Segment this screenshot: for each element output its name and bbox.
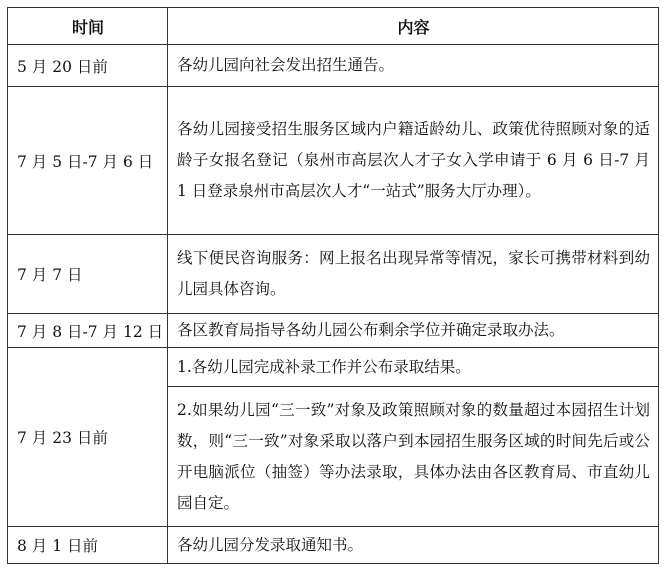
- content-cell: 各幼儿园向社会发出招生通告。: [168, 45, 659, 87]
- time-cell: 7 月 23 日前: [8, 348, 168, 527]
- table-header-row: [8, 8, 659, 45]
- column-header-content: 内容: [168, 8, 659, 45]
- table-row: [8, 314, 659, 348]
- table-row: [8, 45, 659, 87]
- enrollment-schedule-table: [7, 7, 659, 564]
- content-cell: 各幼儿园分发录取通知书。: [168, 527, 659, 564]
- content-cell: 各幼儿园接受招生服务区域内户籍适龄幼儿、政策优待照顾对象的适龄子女报名登记（泉州市高层次人才子女入学申请于 6 月 6 日-7 月 1 日登录泉州市高层次人才“一站式”服务大厅办理）。: [168, 87, 659, 235]
- time-cell: 8 月 1 日前: [8, 527, 168, 564]
- content-cell: 2.如果幼儿园“三一致”对象及政策照顾对象的数量超过本园招生计划数，则“三一致”对象采取以落户到本园招生服务区域的时间先后或公开电脑派位（抽签）等办法录取，具体办法由各区教育局、市直幼儿园自定。: [168, 387, 659, 527]
- time-cell: 7 月 8 日-7 月 12 日: [8, 314, 168, 348]
- table-row: [8, 87, 659, 235]
- column-header-time: 时间: [8, 8, 168, 45]
- table-row: [8, 235, 659, 314]
- time-cell: 7 月 7 日: [8, 235, 168, 314]
- content-cell: 各区教育局指导各幼儿园公布剩余学位并确定录取办法。: [168, 314, 659, 348]
- content-cell: 线下便民咨询服务：网上报名出现异常等情况，家长可携带材料到幼儿园具体咨询。: [168, 235, 659, 314]
- time-cell: 5 月 20 日前: [8, 45, 168, 87]
- table-row: [8, 348, 659, 387]
- time-cell: 7 月 5 日-7 月 6 日: [8, 87, 168, 235]
- content-cell: 1.各幼儿园完成补录工作并公布录取结果。: [168, 348, 659, 387]
- table-row: [8, 527, 659, 564]
